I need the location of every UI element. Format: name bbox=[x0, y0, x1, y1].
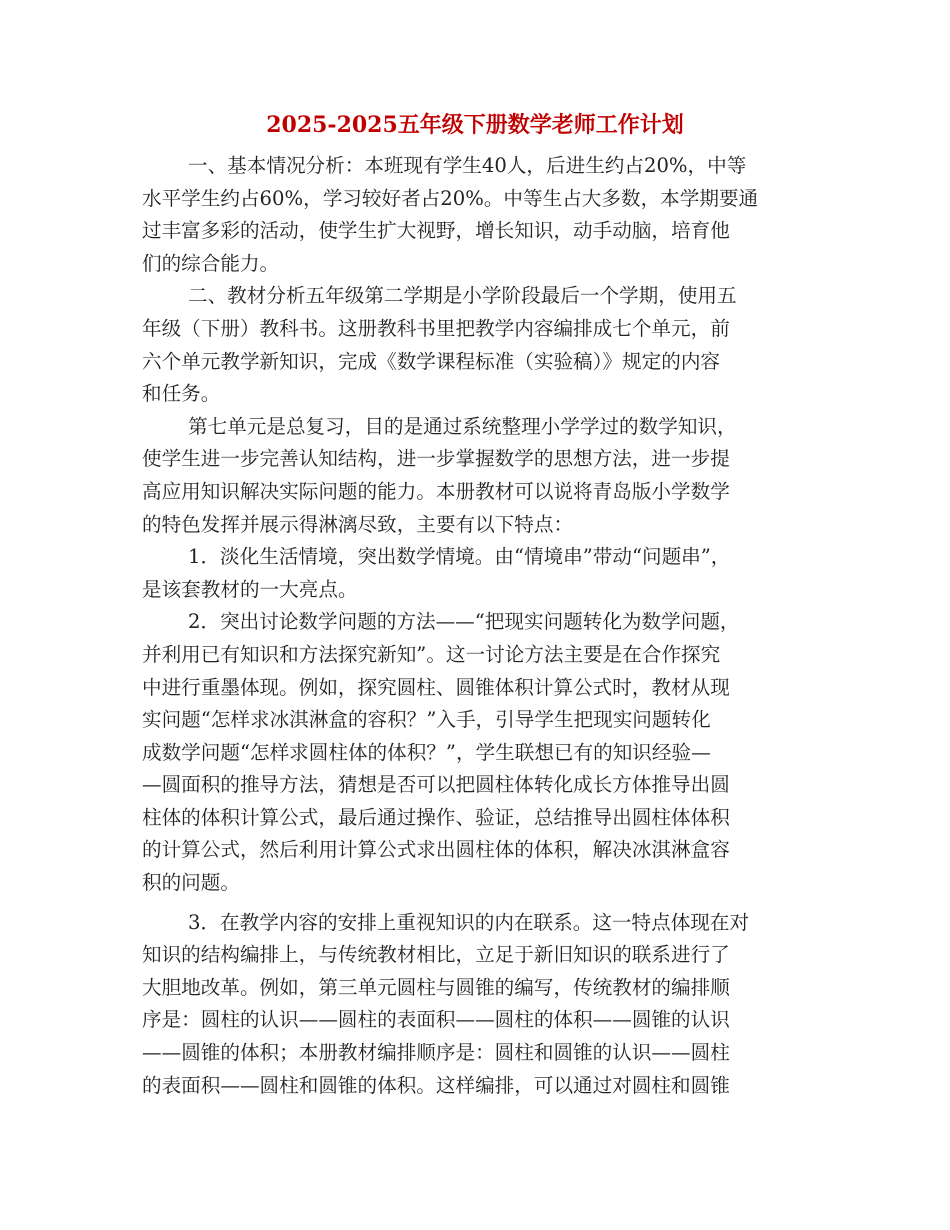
text-line: —圆面积的推导方法，猜想是否可以把圆柱体转化成长方体推导出圆 bbox=[142, 773, 730, 797]
document-body bbox=[142, 150, 794, 1102]
paragraph-feature-3 bbox=[142, 907, 794, 1103]
text-line: 并利用已有知识和方法探究新知”。这一讨论方法主要是在合作探究 bbox=[142, 642, 721, 666]
text-line: 实问题“怎样求冰淇淋盒的容积？”入手，引导学生把现实问题转化 bbox=[142, 708, 711, 732]
text-line: 和任务。 bbox=[142, 382, 221, 406]
text-line: 二、教材分析五年级第二学期是小学阶段最后一个学期，使用五 bbox=[188, 284, 737, 308]
text-line: 高应用知识解决实际问题的能力。本册教材可以说将青岛版小学数学 bbox=[142, 479, 730, 503]
text-line: 的表面积——圆柱和圆锥的体积。这样编排，可以通过对圆柱和圆锥 bbox=[142, 1073, 730, 1097]
text-line: 第七单元是总复习，目的是通过系统整理小学学过的数学知识， bbox=[188, 414, 737, 438]
text-line: 是该套教材的一大亮点。 bbox=[142, 577, 358, 601]
paragraph-spacer bbox=[142, 900, 794, 907]
text-line: 的特色发挥并展示得淋漓尽致，主要有以下特点： bbox=[142, 512, 574, 536]
text-line: ——圆锥的体积；本册教材编排顺序是：圆柱和圆锥的认识——圆柱 bbox=[142, 1041, 730, 1065]
text-line: 中进行重墨体现。例如，探究圆柱、圆锥体积计算公式时，教材从现 bbox=[142, 675, 730, 699]
text-line: 成数学问题“怎样求圆柱体的体积？”，学生联想已有的知识经验— bbox=[142, 740, 711, 764]
text-line: 3．在教学内容的安排上重视知识的内在联系。这一特点体现在对 bbox=[188, 910, 750, 934]
text-line: 积的问题。 bbox=[142, 871, 240, 895]
text-line: 水平学生约占60%，学习较好者占20%。中等生占大多数，本学期要通 bbox=[142, 186, 759, 210]
text-line: 的计算公式，然后利用计算公式求出圆柱体的体积，解决冰淇淋盒容 bbox=[142, 838, 730, 862]
paragraph-unit-seven bbox=[142, 411, 794, 541]
text-line: 一、基本情况分析：本班现有学生40人，后进生约占20%，中等 bbox=[188, 154, 747, 177]
paragraph-basic-situation bbox=[142, 150, 794, 280]
paragraph-feature-2 bbox=[142, 606, 794, 899]
text-line: 柱体的体积计算公式，最后通过操作、验证，总结推导出圆柱体体积 bbox=[142, 805, 730, 829]
text-line: 知识的结构编排上，与传统教材相比，立足于新旧知识的联系进行了 bbox=[142, 943, 730, 967]
text-line: 1．淡化生活情境，突出数学情境。由“情境串”带动“问题串”， bbox=[188, 545, 731, 569]
text-line: 序是：圆柱的认识——圆柱的表面积——圆柱的体积——圆锥的认识 bbox=[142, 1008, 730, 1032]
text-line: 2．突出讨论数学问题的方法——“把现实问题转化为数学问题， bbox=[188, 610, 740, 634]
text-line: 过丰富多彩的活动，使学生扩大视野，增长知识，动手动脑，培育他 bbox=[142, 219, 730, 243]
text-line: 大胆地改革。例如，第三单元圆柱与圆锥的编写，传统教材的编排顺 bbox=[142, 975, 730, 999]
paragraph-textbook-analysis bbox=[142, 280, 794, 410]
paragraph-feature-1 bbox=[142, 541, 794, 606]
document-title: 2025-2025五年级下册数学老师工作计划 bbox=[266, 112, 684, 138]
text-line: 使学生进一步完善认知结构，进一步掌握数学的思想方法，进一步提 bbox=[142, 447, 730, 471]
text-line: 们的综合能力。 bbox=[142, 251, 280, 275]
text-line: 六个单元教学新知识，完成《数学课程标准（实验稿）》规定的内容 bbox=[142, 349, 721, 373]
text-line: 年级（下册）教科书。这册教科书里把教学内容编排成七个单元，前 bbox=[142, 316, 730, 340]
